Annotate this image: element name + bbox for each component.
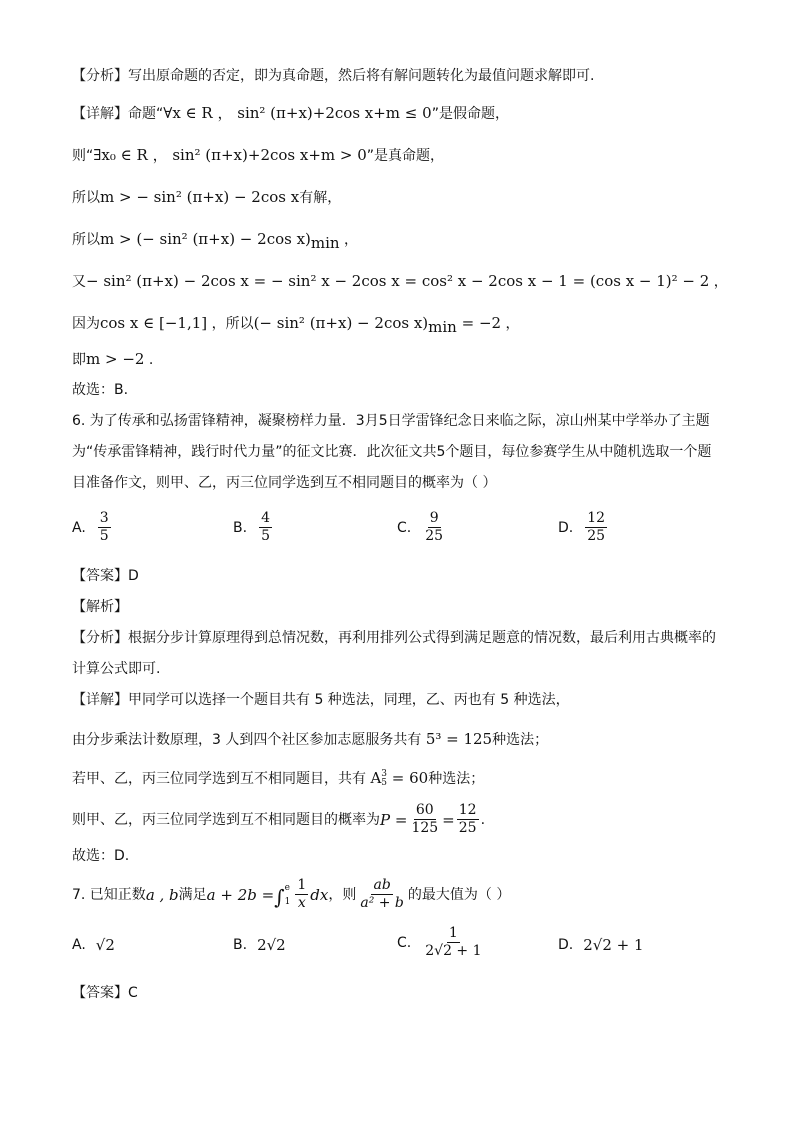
text: 若甲、乙，丙三位同学选到互不相同题目，共有	[72, 771, 371, 787]
text: 所以	[72, 232, 100, 248]
detail-tag: 【详解】	[72, 106, 128, 122]
analysis-tag: 【分析】	[72, 630, 128, 646]
numerator: 1	[448, 925, 458, 941]
q6-stem-line-2: 为“传承雷锋精神，践行时代力量”的征文比赛．此次征文共5个题目，每位参赛学生从中随机选取一个题	[72, 444, 712, 460]
denominator: a² + b	[360, 895, 404, 911]
math-expr: cos x ∈ [−1,1]	[100, 314, 208, 332]
equals-sign: =	[442, 810, 455, 829]
numerator: 12	[458, 802, 477, 818]
text: .	[480, 811, 486, 828]
option-label: D.	[558, 519, 574, 536]
math-expr: m > (− sin² (π+x) − 2cos x)	[100, 230, 311, 248]
text: .	[144, 352, 154, 368]
q6-detail-line-4	[72, 802, 485, 837]
q5-choice: 故选：B.	[72, 382, 129, 398]
text: 又	[72, 274, 86, 290]
analysis-text: 根据分步计算原理得到总情况数，再利用排列公式得到满足题意的情况数，最后利用古典概率的	[128, 630, 716, 646]
q6-detail-line-2	[72, 729, 548, 750]
numerator: ab	[373, 877, 391, 893]
q5-detail-line-5	[72, 271, 728, 292]
q6-option-d	[558, 510, 609, 545]
text: 所以	[72, 190, 100, 206]
option-label: B.	[233, 519, 248, 536]
fraction	[295, 877, 308, 912]
math-expr: m > −2	[86, 350, 145, 368]
fraction	[585, 510, 607, 545]
text: 有解，	[299, 190, 342, 206]
q6-stem-line-3: 目准备作文，则甲、乙，丙三位同学选到互不相同题目的概率为（ ）	[72, 475, 497, 491]
q5-detail-line-7	[72, 349, 153, 370]
math-expr: a , b	[145, 885, 179, 904]
fraction	[457, 802, 479, 837]
numerator: 9	[429, 510, 439, 526]
analysis-text: 写出原命题的否定，即为真命题，然后将有解问题转化为最值问题求解即可.	[128, 68, 595, 84]
lower-limit: 1	[284, 896, 291, 907]
q6-stem-line-1: 6. 为了传承和弘扬雷锋精神，凝聚榜样力量．3月5日学雷锋纪念日来临之际，凉山州某中学举办了主题	[72, 413, 710, 429]
option-expr: 2√2 + 1	[583, 936, 644, 954]
q7-stem	[72, 877, 510, 912]
denominator: 125	[411, 820, 439, 836]
q7-option-a	[72, 936, 115, 954]
q5-detail-line-3	[72, 187, 341, 208]
denominator: 25	[425, 528, 444, 544]
option-label: A.	[72, 519, 86, 536]
text: 则甲、乙，丙三位同学选到互不相同题目的概率为	[72, 811, 380, 828]
q7-option-d	[558, 936, 644, 954]
detail-text: 甲同学可以选择一个题目共有 5 种选法，同理，乙、丙也有 5 种选法，	[128, 692, 570, 708]
integral-sign: ∫	[274, 884, 285, 909]
text: ”是假命题，	[431, 106, 509, 122]
numerator: 4	[261, 510, 270, 526]
q5-analysis-line	[72, 66, 594, 86]
detail-tag: 【详解】	[72, 692, 128, 708]
text: 满足	[178, 886, 207, 903]
fraction	[259, 510, 272, 545]
text: 7. 已知正数	[72, 886, 146, 903]
option-label: C.	[397, 519, 412, 536]
q6-detail-line-3	[72, 768, 484, 789]
text: ，所以	[207, 316, 254, 332]
option-expr: √2	[95, 936, 115, 954]
q5-detail-line-6	[72, 313, 520, 337]
math-expr: m > − sin² (π+x) − 2cos x	[100, 188, 300, 206]
q7-option-b	[233, 936, 286, 954]
q5-detail-line-4	[72, 229, 358, 253]
integral-limits	[285, 881, 291, 909]
q6-option-a	[72, 510, 113, 545]
math-expr: A	[370, 769, 382, 787]
numerator: 3	[99, 510, 109, 526]
q6-analysis-line-1	[72, 628, 716, 648]
q7-answer: 【答案】C	[72, 985, 138, 1001]
text: ，则	[328, 886, 357, 903]
text: 则“	[72, 148, 94, 164]
text: ，	[501, 316, 520, 332]
text: 由分步乘法计数原理，3 人到四个社区参加志愿服务共有	[72, 732, 426, 748]
fraction	[409, 802, 440, 837]
q7-option-c	[397, 925, 486, 960]
fraction	[98, 510, 111, 545]
math-expr: − sin² (π+x) − 2cos x = − sin² x − 2cos x = cos² x − 2cos x − 1 = (cos x − 1)² − 2	[86, 272, 710, 290]
q6-detail-line-1	[72, 690, 570, 710]
q5-detail-line-2	[72, 145, 444, 166]
denominator: 5	[261, 528, 270, 544]
fraction	[358, 877, 406, 912]
math-expr: = 60	[387, 769, 429, 787]
option-label: C.	[397, 934, 412, 951]
numerator: 60	[415, 802, 434, 818]
text: ，	[709, 274, 728, 290]
q5-detail-line-1	[72, 103, 509, 124]
q6-choice: 故选：D.	[72, 848, 130, 864]
q6-analysis-line-2: 计算公式即可.	[72, 661, 161, 677]
subscript: min	[428, 318, 457, 336]
text: 种选法；	[492, 732, 549, 748]
fraction	[423, 925, 483, 960]
text: 因为	[72, 316, 100, 332]
numerator: 1	[297, 877, 307, 893]
superscript: 3	[381, 769, 388, 779]
math-expr: ∃x₀ ∈ R ， sin² (π+x)+2cos x+m > 0	[93, 146, 367, 164]
subscript: 5	[381, 778, 388, 788]
q6-option-c	[397, 510, 447, 545]
math-expr: = −2	[456, 314, 502, 332]
text: 的最大值为（ ）	[407, 886, 511, 903]
text: 即	[72, 352, 86, 368]
numerator: 12	[587, 510, 606, 526]
text: 命题“	[128, 106, 164, 122]
option-label: B.	[233, 937, 248, 953]
math-expr: 5³ = 125	[425, 730, 493, 748]
denominator: x	[297, 895, 306, 911]
text: 种选法；	[428, 771, 485, 787]
option-label: D.	[558, 937, 574, 953]
math-expr: (− sin² (π+x) − 2cos x)	[253, 314, 429, 332]
denominator: 2√2 + 1	[425, 943, 482, 959]
math-expr: dx	[310, 885, 329, 904]
option-expr: 2√2	[257, 936, 286, 954]
math-expr: P =	[380, 810, 408, 829]
fraction	[423, 510, 445, 545]
q6-answer: 【答案】D	[72, 568, 139, 584]
q6-option-b	[233, 510, 274, 545]
q6-jiexi: 【解析】	[72, 599, 128, 615]
denominator: 25	[458, 820, 477, 836]
upper-limit: e	[284, 882, 290, 893]
denominator: 5	[99, 528, 109, 544]
text: ”是真命题，	[366, 148, 445, 164]
subscript: min	[310, 234, 340, 252]
analysis-tag: 【分析】	[72, 68, 128, 84]
text: ，	[339, 232, 359, 248]
option-label: A.	[72, 937, 86, 953]
math-expr: ∀x ∈ R ， sin² (π+x)+2cos x+m ≤ 0	[163, 104, 432, 122]
math-expr: a + 2b =	[206, 885, 275, 904]
denominator: 25	[587, 528, 606, 544]
